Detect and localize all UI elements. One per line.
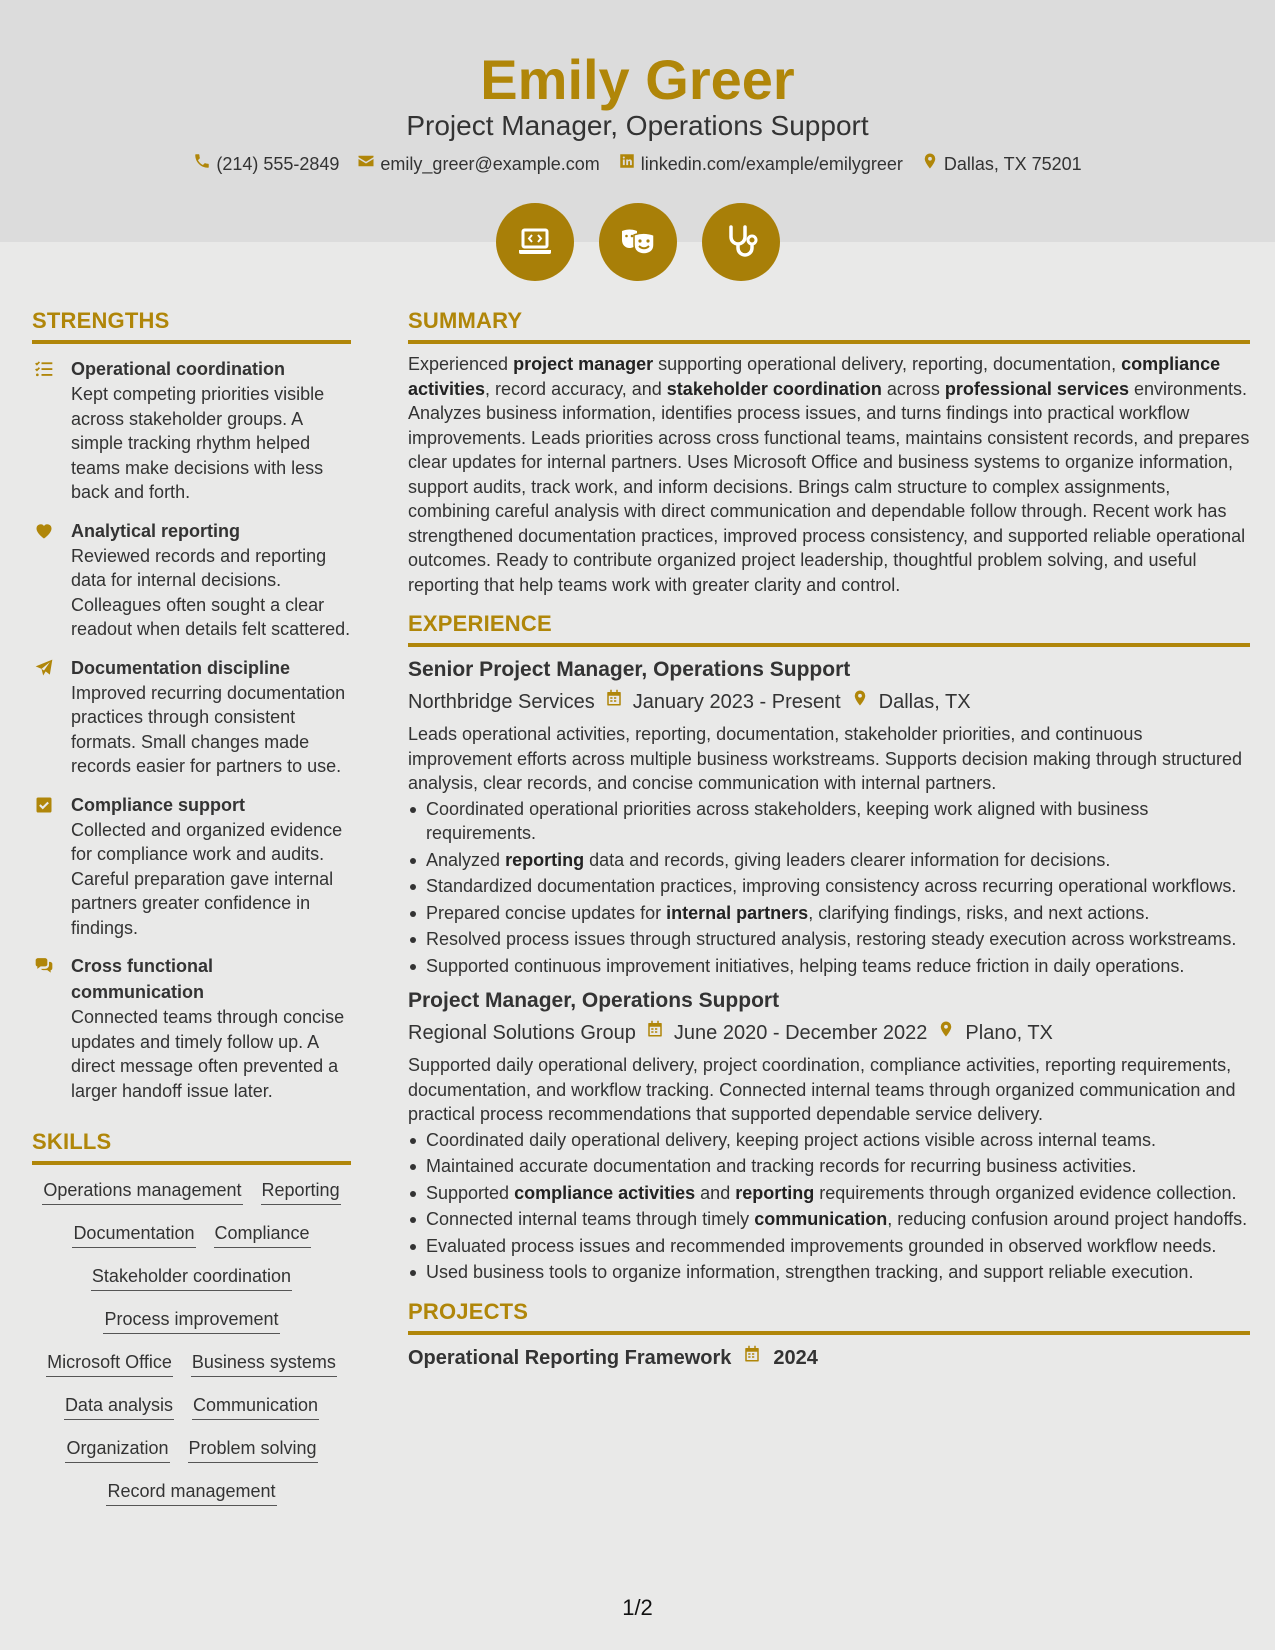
strength-title: Analytical reporting [71, 520, 241, 541]
project-item [408, 1344, 1250, 1372]
strength-title: Operational coordination [71, 359, 286, 379]
calendar-icon [743, 1344, 761, 1372]
job-location-text: Plano, TX [965, 1022, 1053, 1044]
envelope-icon [357, 152, 375, 176]
company-name: Regional Solutions Group [408, 1022, 636, 1044]
location-text: Dallas, TX 75201 [943, 154, 1082, 174]
stethoscope-icon [702, 203, 780, 281]
email-text: emily_greer@example.com [380, 154, 600, 174]
contact-phone[interactable] [193, 152, 339, 176]
strength-item [32, 655, 351, 779]
skill-tag: Record management [106, 1478, 276, 1506]
strength-title: Cross functional communication [71, 956, 214, 1002]
paper-plane-icon [34, 658, 54, 678]
job-entry [408, 655, 1250, 978]
job-entry [408, 986, 1250, 1285]
bullet-item: Coordinated operational priorities across stakeholders, keeping work aligned with business requirements. [408, 797, 1250, 846]
candidate-name: Emily Greer [480, 48, 795, 111]
strength-title: Compliance support [71, 794, 246, 815]
skills-list [32, 1177, 351, 1506]
job-dates-text: June 2020 - December 2022 [673, 1022, 928, 1044]
company-name: Northbridge Services [408, 691, 595, 713]
experience-heading: EXPERIENCE [408, 609, 1250, 647]
job-dates [646, 1018, 928, 1048]
projects-heading: PROJECTS [408, 1297, 1250, 1335]
strength-title: Documentation discipline [71, 657, 291, 678]
skill-tag: Microsoft Office [46, 1349, 173, 1377]
job-bullets [408, 797, 1250, 979]
job-dates [605, 687, 841, 717]
strength-desc: Kept competing priorities visible across stakeholder groups. A simple tracking rhythm helped teams make decisions with less back and forth. [71, 384, 325, 502]
page-number: 1/2 [622, 1595, 653, 1620]
comments-icon [34, 956, 54, 976]
job-meta [408, 687, 1250, 717]
bullet-item: Standardized documentation practices, improving consistency across recurring operational workflows. [408, 874, 1250, 899]
bullet-item: Coordinated daily operational delivery, keeping project actions visible across internal teams. [408, 1128, 1250, 1153]
skills-heading: SKILLS [32, 1127, 351, 1165]
strength-desc: Improved recurring documentation practices through consistent formats. Small changes made records easier for partners to use. [71, 682, 346, 776]
contact-linkedin[interactable] [618, 152, 903, 176]
phone-text: (214) 555-2849 [216, 154, 340, 174]
bullet-item: Resolved process issues through structured analysis, restoring steady execution across workstreams. [408, 927, 1250, 952]
bullet-item: Evaluated process issues and recommended improvements grounded in observed workflow needs. [408, 1234, 1250, 1259]
contact-location [921, 152, 1082, 176]
job-location [937, 1018, 1052, 1048]
map-pin-icon [937, 1018, 955, 1048]
contact-bar [0, 152, 1275, 176]
strengths-heading: STRENGTHS [32, 306, 351, 344]
map-pin-icon [851, 687, 869, 717]
phone-icon [193, 152, 211, 176]
strength-desc: Collected and organized evidence for compliance work and audits. Careful preparation gave internal partners greater confidence in findings. [71, 819, 343, 938]
bullet-item: Analyzed reporting data and records, giving leaders clearer information for decisions. [408, 848, 1250, 873]
checkbox-icon [34, 795, 54, 815]
skill-tag: Reporting [261, 1177, 341, 1205]
job-desc: Leads operational activities, reporting, documentation, stakeholder priorities, and continuous improvement efforts across multiple business workstreams. Supports decision making through structured analysis, clear records, and concise communication with internal partners. [408, 724, 1243, 793]
project-title: Operational Reporting Framework [408, 1346, 732, 1369]
bullet-item: Used business tools to organize information, strengthen tracking, and support reliable execution. [408, 1260, 1250, 1285]
strength-item [32, 792, 351, 941]
job-title: Senior Project Manager, Operations Support [408, 658, 851, 681]
heart-icon [34, 521, 54, 541]
skill-tag: Compliance [214, 1220, 311, 1248]
job-location [851, 687, 971, 717]
project-year: 2024 [773, 1346, 818, 1369]
bullet-item: Maintained accurate documentation and tracking records for recurring business activities. [408, 1154, 1250, 1179]
job-meta [408, 1018, 1250, 1048]
job-dates-text: January 2023 - Present [632, 691, 841, 713]
skill-tag: Data analysis [64, 1392, 174, 1420]
job-bullets [408, 1128, 1250, 1285]
bullet-item: Supported continuous improvement initiatives, helping teams reduce friction in daily operations. [408, 954, 1250, 979]
job-location-text: Dallas, TX [878, 691, 971, 713]
right-column [408, 306, 1250, 1372]
skill-tag: Business systems [191, 1349, 337, 1377]
summary-text: Experienced project manager supporting operational delivery, reporting, documentation, compliance activities, record accuracy, and stakeholder coordination across professional services environments. Analyzes business information, identifies process issues, and turns findings into practical workflow improvements. Leads priorities across cross functional teams, maintains consistent records, and prepares clear updates for internal partners. Uses Microsoft Office and business systems to organize information, support audits, track work, and inform decisions. Brings calm structure to complex assignments, combining careful analysis with direct communication and dependable follow through. Recent work has strengthened documentation practices, improved process consistency, and supported reliable operational outcomes. Ready to contribute organized project leadership, thoughtful problem solving, and useful reporting that help teams work with greater clarity and control. [408, 354, 1250, 595]
skill-tag: Process improvement [103, 1306, 279, 1334]
skill-tag: Communication [192, 1392, 319, 1420]
strength-desc: Reviewed records and reporting data for internal decisions. Colleagues often sought a clear readout when details felt scattered. [71, 545, 351, 639]
calendar-icon [646, 1018, 664, 1048]
summary-heading: SUMMARY [408, 306, 1250, 344]
skill-tag: Organization [65, 1435, 169, 1463]
strength-desc: Connected teams through concise updates and timely follow up. A direct message often prevented a larger handoff issue later. [71, 1007, 345, 1101]
skill-tag: Stakeholder coordination [91, 1263, 292, 1291]
left-column [32, 306, 351, 1506]
contact-email[interactable] [357, 152, 599, 176]
linkedin-icon [618, 152, 636, 176]
job-desc: Supported daily operational delivery, project coordination, compliance activities, reporting requirements, documentation, and workflow tracking. Connected internal teams through organized communication and practical process recommendations that supported dependable service delivery. [408, 1055, 1236, 1124]
theater-masks-icon [599, 203, 677, 281]
list-check-icon [34, 359, 54, 379]
laptop-code-icon [496, 203, 574, 281]
strength-item [32, 356, 351, 505]
bullet-item: Supported compliance activities and reporting requirements through organized evidence collection. [408, 1181, 1250, 1206]
skill-tag: Documentation [72, 1220, 195, 1248]
interest-badges [0, 203, 1275, 281]
calendar-icon [605, 687, 623, 717]
bullet-item: Connected internal teams through timely communication, reducing confusion around project handoffs. [408, 1207, 1250, 1232]
job-title: Project Manager, Operations Support [408, 989, 780, 1012]
strengths-list [32, 356, 351, 1103]
strength-item [32, 518, 351, 642]
skill-tag: Problem solving [188, 1435, 318, 1463]
map-pin-icon [921, 152, 939, 176]
strength-item [32, 953, 351, 1103]
skill-tag: Operations management [42, 1177, 242, 1205]
bullet-item: Prepared concise updates for internal partners, clarifying findings, risks, and next actions. [408, 901, 1250, 926]
linkedin-text: linkedin.com/example/emilygreer [640, 154, 903, 174]
candidate-title: Project Manager, Operations Support [406, 110, 869, 141]
